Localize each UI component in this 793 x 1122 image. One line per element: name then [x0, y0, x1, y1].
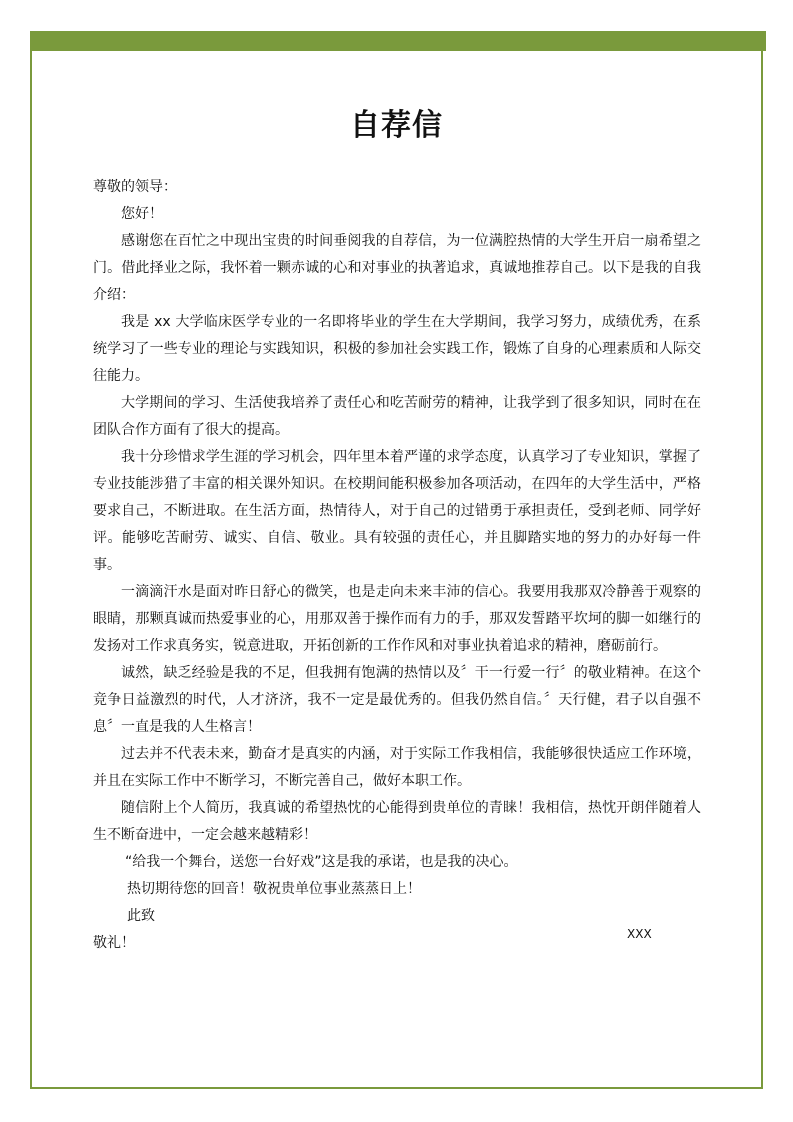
paragraph-3: 大学期间的学习、生活使我培养了责任心和吃苦耐劳的精神，让我学到了很多知识，同时在在团队合作方面有了很大的提高。	[93, 395, 701, 438]
closing-line-2: 热切期待您的回音！敬祝贵单位事业蒸蒸日上！	[127, 881, 421, 897]
regards: 敬礼！	[93, 935, 135, 951]
document-title: 自荐信	[350, 108, 443, 143]
paragraph-5: 一滴滴汗水是面对昨日舒心的微笑，也是走向未来丰沛的信心。我要用我那双冷静善于观察的眼睛，那颗真诚而热爱事业的心，用那双善于操作而有力的手，那双发誓踏平坎坷的脚一如继行的发扬对工作求真务实，锐意进取，开拓创新的工作作风和对事业执着追求的精神，磨砺前行。	[93, 584, 701, 654]
paragraph-1: 感谢您在百忙之中现出宝贵的时间垂阅我的自荐信，为一位满腔热情的大学生开启一扇希望之门。借此择业之际，我怀着一颗赤诚的心和对事业的执著追求，真诚地推荐自己。以下是我的自我介绍：	[93, 233, 701, 303]
closing-line-1: “给我一个舞台，送您一台好戏”这是我的承诺，也是我的决心。	[125, 854, 518, 870]
paragraph-4: 我十分珍惜求学生涯的学习机会，四年里本着严谨的求学态度，认真学习了专业知识，掌握了专业技能涉猎了丰富的相关课外知识。在校期间能积极参加各项活动，在四年的大学生活中，严格要求自己，不断进取。在生活方面，热情待人，对于自己的过错勇于承担责任，受到老师、同学好评。能够吃苦耐劳、诚实、自信、敬业。具有较强的责任心，并且脚踏实地的努力的办好每一件事。	[93, 449, 701, 573]
paragraph-7: 过去并不代表未来，勤奋才是真实的内涵，对于实际工作我相信，我能够很快适应工作环境，并且在实际工作中不断学习，不断完善自己，做好本职工作。	[93, 746, 701, 789]
salutation: 尊敬的领导：	[93, 179, 177, 195]
paragraph-2: 我是 xx 大学临床医学专业的一名即将毕业的学生在大学期间，我学习努力，成绩优秀，在系统学习了一些专业的理论与实践知识，积极的参加社会实践工作，锻炼了自身的心理素质和人际交往能力。	[93, 314, 701, 384]
greeting: 您好！	[121, 206, 163, 222]
paragraph-6: 诚然，缺乏经验是我的不足，但我拥有饱满的热情以及〞干一行爱一行〞的敬业精神。在这个竞争日益激烈的时代，人才济济，我不一定是最优秀的。但我仍然自信。〞天行健，君子以自强不息〞一直是我的人生格言！	[93, 665, 701, 735]
closing-line-3: 此致	[127, 908, 155, 924]
signature: XXX	[627, 927, 652, 941]
paragraph-8: 随信附上个人简历，我真诚的希望热忱的心能得到贵单位的青睐！我相信，热忱开朗伴随着人生不断奋进中，一定会越来越精彩！	[93, 800, 701, 843]
letter-body	[93, 174, 701, 957]
